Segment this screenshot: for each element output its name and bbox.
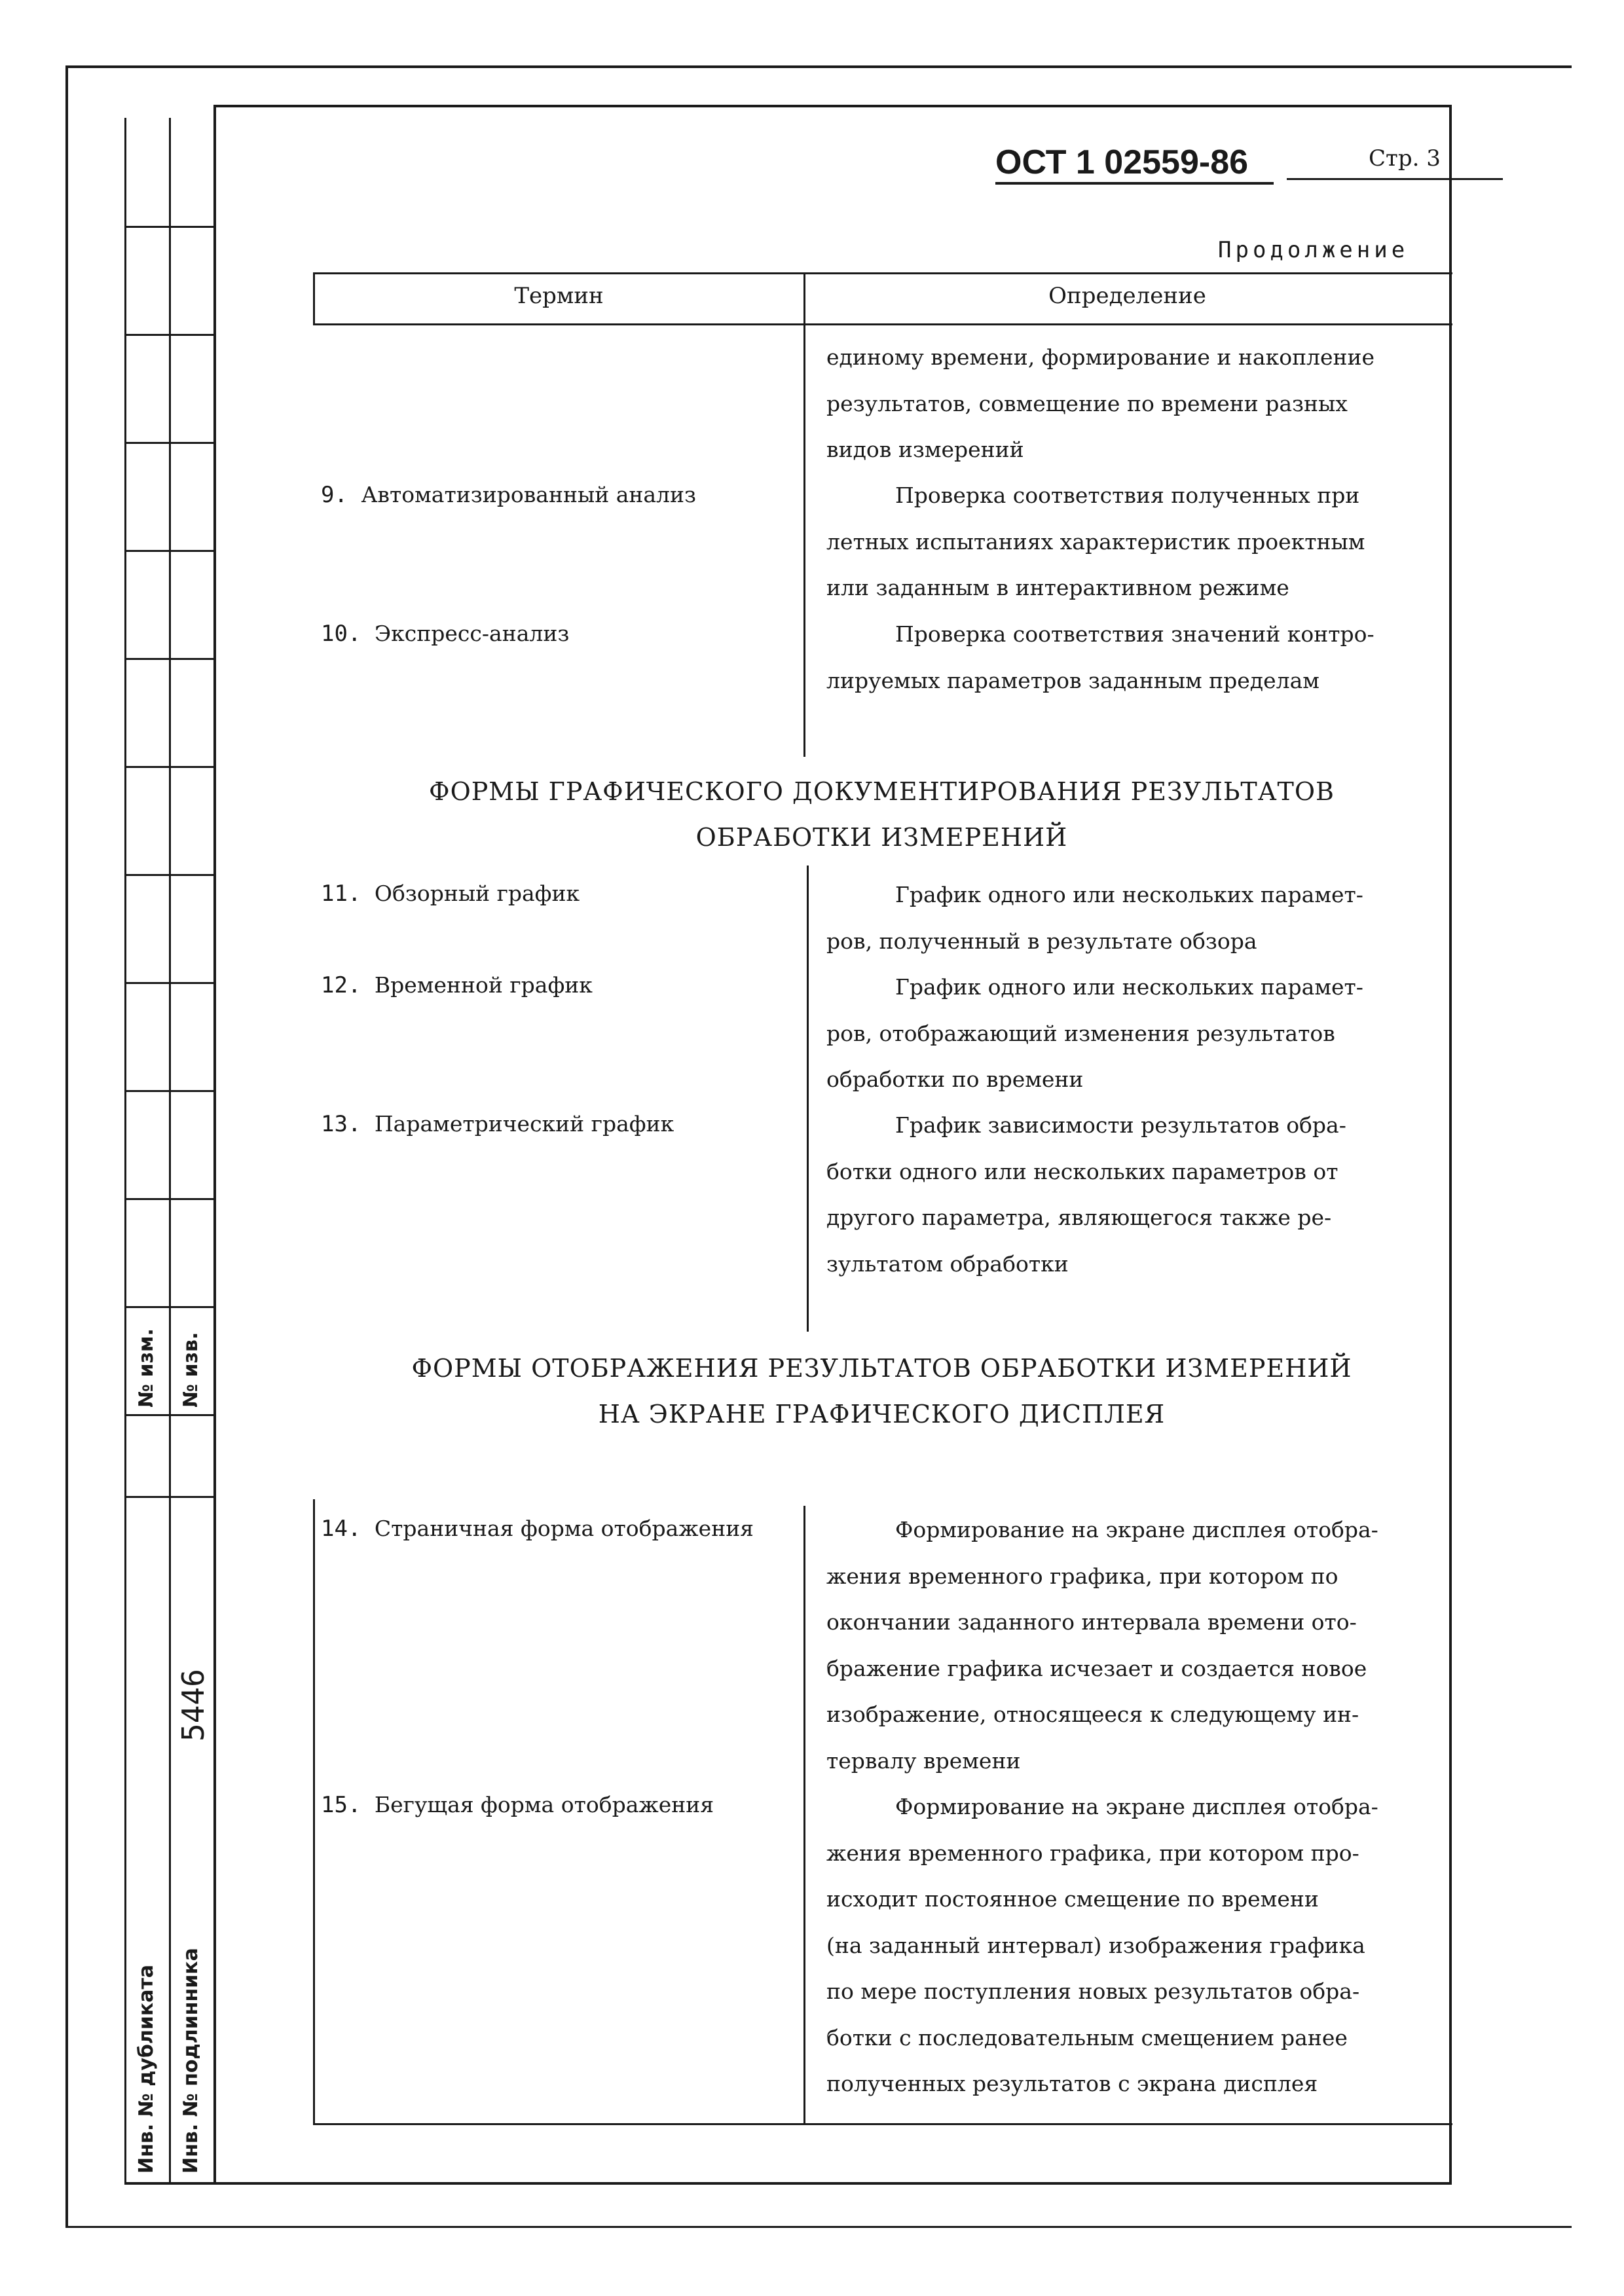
strip-div: [124, 874, 216, 876]
definition-line: другого параметра, являющегося также ре-: [826, 1205, 1332, 1230]
table-header-bottom: [313, 323, 1452, 325]
strip-div: [124, 1496, 216, 1498]
definition-line: бражение графика исчезает и создается новое: [826, 1655, 1367, 1681]
definition-line: (на заданный интервал) изображения графика: [826, 1932, 1365, 1958]
definition-line: жения временного графика, при котором по: [826, 1563, 1338, 1589]
strip-div: [124, 334, 216, 336]
term-name: Экспресс-анализ: [374, 621, 570, 646]
definition-line: окончании заданного интервала времени ото-: [826, 1609, 1357, 1635]
definition-14: [826, 1507, 1378, 1784]
table-left-lower: [313, 1499, 315, 2125]
strip-div: [124, 226, 216, 228]
page-number: Стр. 3: [1369, 145, 1441, 172]
term-name: Страничная форма отображения: [374, 1516, 754, 1541]
definition-line: летных испытаниях характеристик проектным: [826, 528, 1365, 555]
strip-left: [124, 118, 126, 2183]
term-name: Автоматизированный анализ: [361, 482, 697, 507]
definition-12: [826, 964, 1363, 1103]
section-line: ФОРМЫ ГРАФИЧЕСКОГО ДОКУМЕНТИРОВАНИЯ РЕЗУЛЬТАТОВ: [429, 777, 1335, 806]
term-14: [321, 1516, 754, 1542]
term-number: 14.: [321, 1516, 361, 1542]
term-name: Бегущая форма отображения: [374, 1792, 714, 1817]
strip-div: [124, 658, 216, 660]
definition-line: ботки одного или нескольких параметров от: [826, 1158, 1338, 1184]
strip-div: [124, 1414, 216, 1416]
term-9: [321, 482, 696, 508]
frame-outer-bottom: [65, 2226, 1572, 2228]
definition-line: обработки по времени: [826, 1066, 1084, 1092]
frame-top-inner: [216, 105, 1450, 107]
column-divider: [807, 866, 809, 1332]
table-right: [1449, 272, 1451, 325]
definition-9: [826, 473, 1365, 611]
continued-definition: [826, 335, 1375, 473]
definition-line: Формирование на экране дисплея отобра-: [895, 1794, 1378, 1819]
definition-line: единому времени, формирование и накопление: [826, 344, 1375, 370]
strip-div: [124, 766, 216, 768]
term-number: 13.: [321, 1111, 361, 1137]
original-inventory-label: Инв. № подлинника: [179, 1948, 202, 2174]
term-number: 10.: [321, 621, 361, 647]
frame-right: [1449, 105, 1452, 2183]
frame-inner-left: [213, 105, 216, 2183]
definition-line: Формирование на экране дисплея отобра-: [895, 1517, 1378, 1542]
definition-line: График одного или нескольких парамет-: [895, 974, 1363, 1000]
term-name: Обзорный график: [374, 881, 580, 906]
definition-line: График зависимости результатов обра-: [895, 1112, 1346, 1138]
definition-11: [826, 872, 1363, 964]
definition-line: видов измерений: [826, 437, 1024, 462]
definition-line: лируемых параметров заданным пределам: [826, 667, 1320, 693]
term-name: Временной график: [374, 972, 593, 998]
term-number: 11.: [321, 881, 361, 907]
column-divider: [803, 1506, 805, 2125]
strip-div: [124, 982, 216, 984]
definition-line: исходит постоянное смещение по времени: [826, 1886, 1319, 1912]
header-rule: [1287, 178, 1503, 180]
definition-line: Проверка соответствия значений контро-: [895, 621, 1375, 647]
strip-mid: [169, 118, 171, 2183]
definition-line: График одного или нескольких парамет-: [895, 882, 1363, 907]
continuation-label: Продолжение: [1218, 237, 1409, 263]
term-10: [321, 621, 569, 647]
term-12: [321, 972, 593, 998]
frame-left: [65, 65, 68, 2226]
frame-top: [65, 65, 1572, 68]
strip-div: [124, 1198, 216, 1200]
change-number-label: № изм.: [135, 1328, 158, 1408]
term-name: Параметрический график: [374, 1111, 674, 1137]
term-number: 15.: [321, 1792, 361, 1818]
definition-line: Проверка соответствия полученных при: [895, 483, 1360, 508]
definition-line: ботки с последовательным смещением ранее: [826, 2024, 1348, 2050]
term-11: [321, 881, 580, 907]
definition-line: тервалу времени: [826, 1747, 1021, 1774]
definition-line: ров, полученный в результате обзора: [826, 928, 1257, 954]
strip-div: [124, 1306, 216, 1308]
document-code: ОСТ 1 02559-86: [995, 143, 1249, 181]
table-bottom: [313, 2123, 1452, 2125]
section-heading-graphic-forms: [314, 769, 1449, 860]
notice-number-label: № изв.: [179, 1332, 202, 1408]
definition-line: полученных результатов с экрана дисплея: [826, 2071, 1318, 2096]
column-divider: [803, 272, 805, 757]
column-header-definition: Определение: [1048, 283, 1206, 309]
definition-line: результатов, совмещение по времени разных: [826, 390, 1348, 416]
definition-line: зультатом обработки: [826, 1250, 1069, 1277]
definition-15: [826, 1784, 1378, 2107]
section-line: ФОРМЫ ОТОБРАЖЕНИЯ РЕЗУЛЬТАТОВ ОБРАБОТКИ ИЗМЕРЕНИЙ: [411, 1354, 1352, 1383]
term-number: 9.: [321, 482, 348, 508]
table-top: [313, 272, 1452, 274]
strip-div: [124, 442, 216, 444]
definition-13: [826, 1102, 1346, 1287]
strip-div: [124, 1090, 216, 1092]
definition-line: ров, отображающий изменения результатов: [826, 1020, 1335, 1046]
definition-line: по мере поступления новых результатов обра-: [826, 1978, 1360, 2004]
strip-div: [124, 550, 216, 552]
term-number: 12.: [321, 972, 361, 998]
term-15: [321, 1792, 714, 1818]
section-heading-display-forms: [314, 1345, 1449, 1437]
section-line: ОБРАБОТКИ ИЗМЕРЕНИЙ: [695, 823, 1068, 852]
definition-10: [826, 611, 1375, 704]
column-header-term: Термин: [514, 283, 604, 309]
term-13: [321, 1111, 674, 1137]
doc-code-underline: [995, 182, 1274, 185]
section-line: НА ЭКРАНЕ ГРАФИЧЕСКОГО ДИСПЛЕЯ: [598, 1400, 1166, 1429]
definition-line: изображение, относящееся к следующему ин-: [826, 1702, 1359, 1727]
duplicate-inventory-label: Инв. № дубликата: [135, 1964, 158, 2174]
inventory-number: 5446: [175, 1669, 211, 1741]
frame-bottom: [124, 2182, 1452, 2185]
definition-line: или заданным в интерактивном режиме: [826, 575, 1289, 600]
definition-line: жения временного графика, при котором про-: [826, 1840, 1359, 1866]
